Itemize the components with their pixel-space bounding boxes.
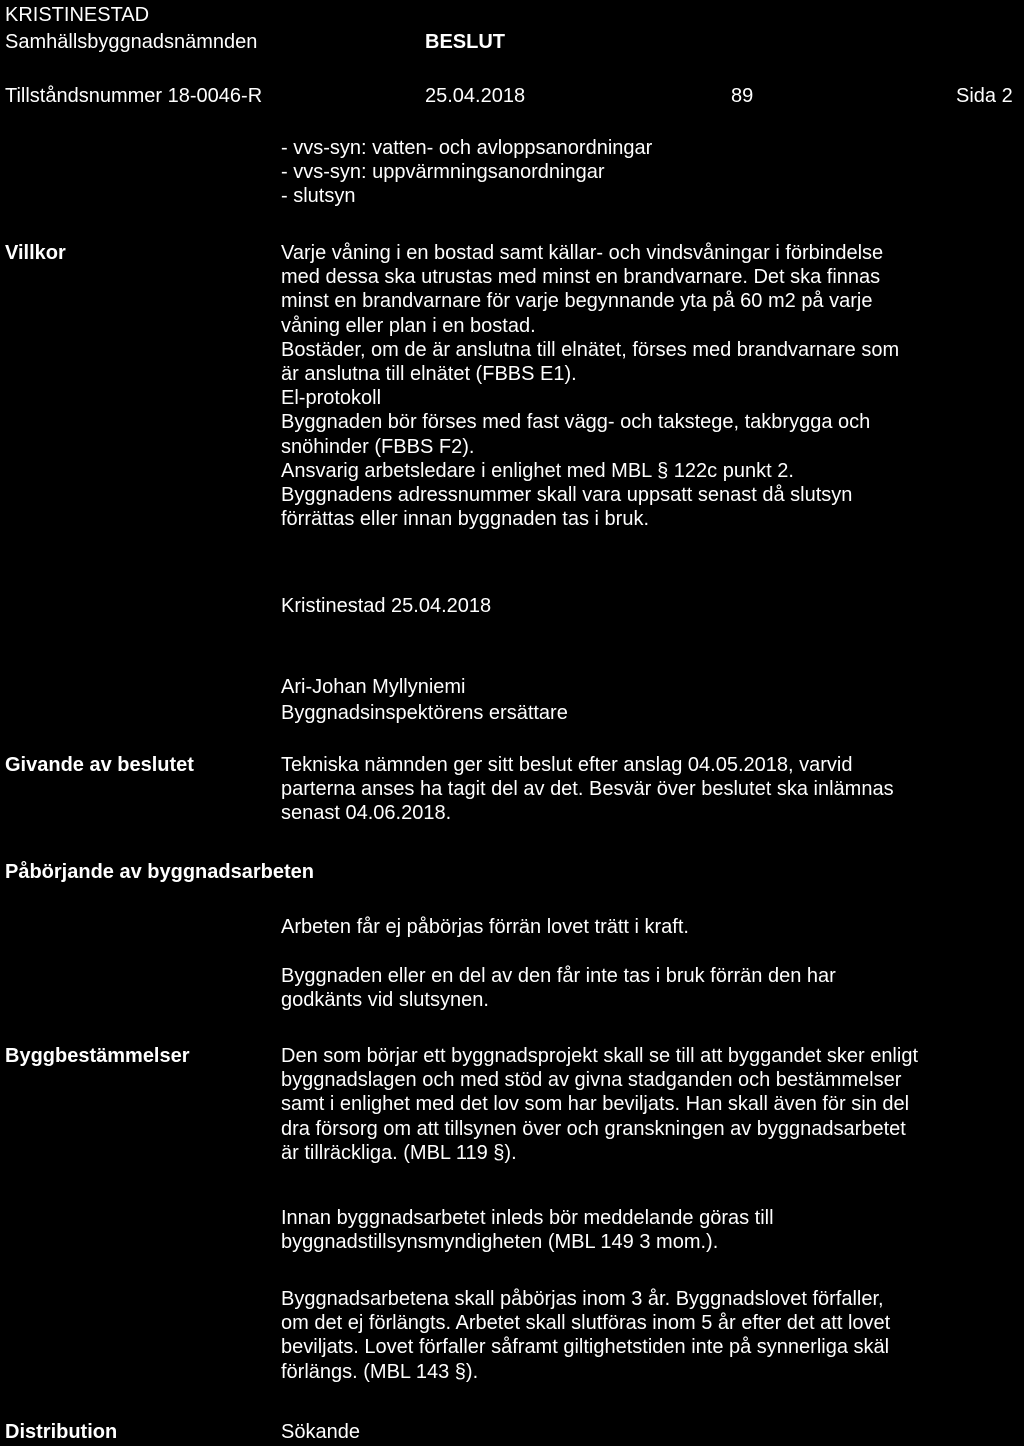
byggbestammelser-para-1 [281, 1044, 918, 1165]
text-line: senast 04.06.2018. [281, 802, 452, 825]
text-line: samt i enlighet med det lov som har beviljats. Han skall även för sin del [281, 1093, 910, 1116]
list-item: - vvs-syn: vatten- och avloppsanordningar [281, 137, 653, 159]
text-line: Bostäder, om de är anslutna till elnätet, förses med brandvarnare som [281, 338, 900, 361]
text-line: med dessa ska utrustas med minst en brandvarnare. Det ska finnas [281, 266, 881, 289]
text-line: Byggnaden bör förses med fast vägg- och takstege, takbrygga och [281, 411, 871, 434]
givande-text [281, 753, 894, 826]
villkor-heading: Villkor [5, 242, 66, 264]
section-number: 89 [731, 85, 754, 107]
paborjande-heading: Påbörjande av byggnadsarbeten [5, 861, 314, 883]
municipality-name: KRISTINESTAD [5, 4, 150, 26]
givande-heading: Givande av beslutet [5, 754, 194, 776]
inspection-list [281, 136, 652, 209]
permit-number: Tillståndsnummer 18-0046-R [5, 85, 263, 107]
signer-title: Byggnadsinspektörens ersättare [281, 702, 568, 724]
text-line: Innan byggnadsarbetet inleds bör meddelande göras till [281, 1207, 774, 1229]
signer-name: Ari-Johan Myllyniemi [281, 676, 466, 698]
distribution-recipient: Sökande [281, 1421, 360, 1443]
list-item: - slutsyn [281, 185, 356, 208]
document-type: BESLUT [425, 31, 505, 53]
board-name: Samhällsbyggnadsnämnden [5, 31, 258, 53]
text-line: förlängs. (MBL 143 §). [281, 1360, 479, 1383]
text-line: godkänts vid slutsynen. [281, 989, 489, 1012]
text-line: Ansvarig arbetsledare i enlighet med MBL § 122c punkt 2. [281, 459, 794, 482]
text-line: är anslutna till elnätet (FBBS E1). [281, 363, 577, 386]
text-line: Den som börjar ett byggnadsprojekt skall se till att byggandet sker enligt [281, 1045, 919, 1067]
text-line: Varje våning i en bostad samt källar- och vindsvåningar i förbindelse [281, 242, 884, 264]
text-line: Byggnadsarbetena skall påbörjas inom 3 år. Byggnadslovet förfaller, [281, 1288, 884, 1310]
text-line: byggnadslagen och med stöd av givna stadganden och bestämmelser [281, 1069, 902, 1092]
text-line: El-protokoll [281, 387, 382, 410]
paborjande-text-1: Arbeten får ej påbörjas förrän lovet trätt i kraft. [281, 916, 689, 938]
text-line: Tekniska nämnden ger sitt beslut efter anslag 04.05.2018, varvid [281, 754, 853, 776]
signature-place-date: Kristinestad 25.04.2018 [281, 595, 492, 617]
paborjande-text-2 [281, 964, 836, 1012]
text-line: dra försorg om att tillsynen över och granskningen av byggnadsarbetet [281, 1117, 906, 1140]
byggbestammelser-para-3 [281, 1287, 890, 1384]
text-line: våning eller plan i en bostad. [281, 314, 536, 337]
villkor-text [281, 241, 899, 531]
text-line: beviljats. Lovet förfaller såframt giltighetstiden inte på synnerliga skäl [281, 1336, 890, 1359]
text-line: Byggnaden eller en del av den får inte tas i bruk förrän den har [281, 965, 836, 987]
byggbestammelser-para-2 [281, 1206, 774, 1254]
byggbestammelser-heading: Byggbestämmelser [5, 1045, 190, 1067]
text-line: minst en brandvarnare för varje begynnande yta på 60 m2 på varje [281, 290, 873, 313]
distribution-heading: Distribution [5, 1421, 118, 1443]
text-line: är tillräckliga. (MBL 119 §). [281, 1141, 517, 1164]
text-line: förrättas eller innan byggnaden tas i bruk. [281, 508, 649, 531]
list-item: - vvs-syn: uppvärmningsanordningar [281, 161, 605, 184]
text-line: byggnadstillsynsmyndigheten (MBL 149 3 mom.). [281, 1231, 719, 1254]
text-line: parterna anses ha tagit del av det. Besvär över beslutet ska inlämnas [281, 778, 894, 801]
text-line: Byggnadens adressnummer skall vara uppsatt senast då slutsyn [281, 484, 853, 507]
text-line: om det ej förlängts. Arbetet skall slutföras inom 5 år efter det att lovet [281, 1312, 891, 1335]
text-line: snöhinder (FBBS F2). [281, 435, 475, 458]
decision-date: 25.04.2018 [425, 85, 526, 107]
page-number: Sida 2 [956, 85, 1013, 107]
